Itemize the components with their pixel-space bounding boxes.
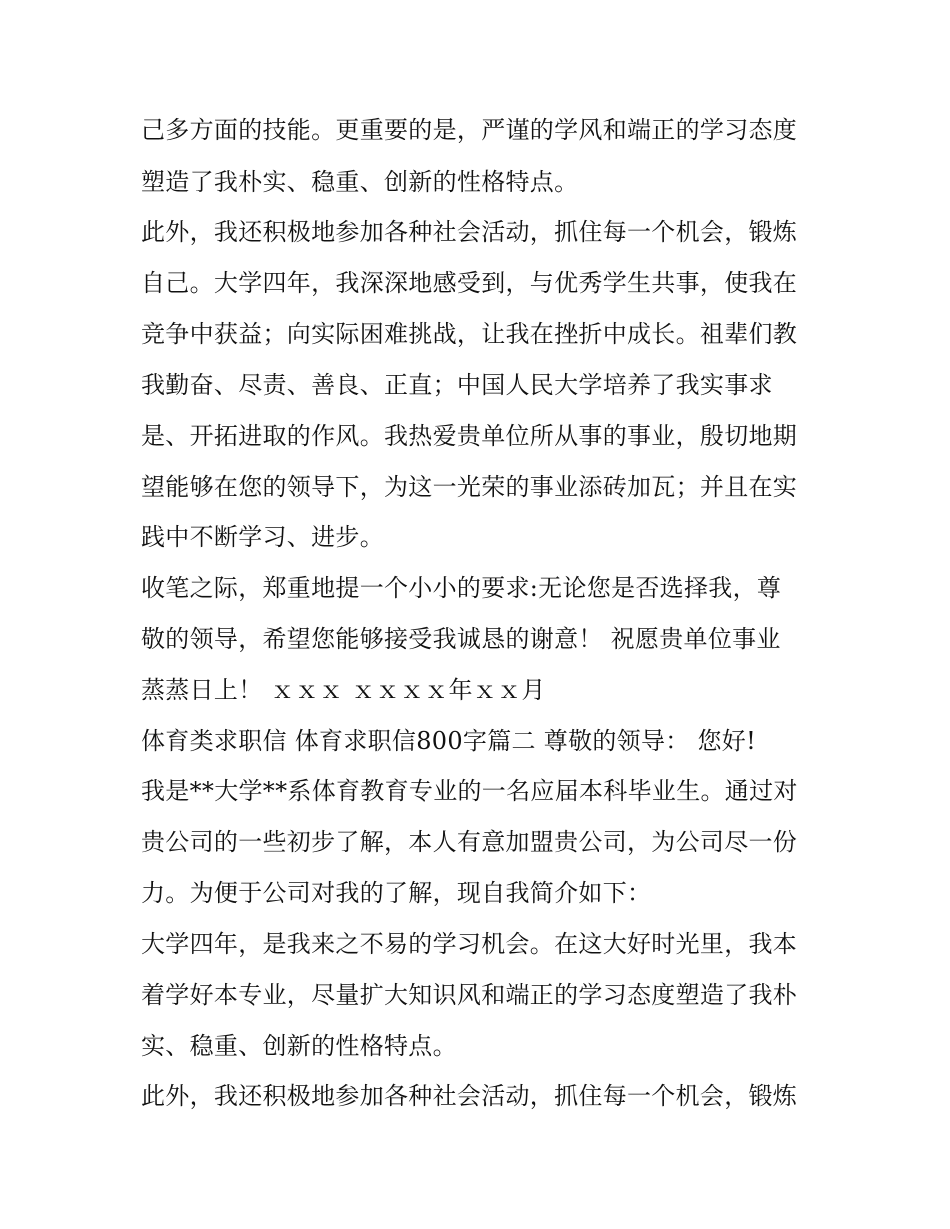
text-line: 大学四年，是我来之不易的学习机会。在这大好时光里，我本 (141, 930, 798, 958)
text-line: 是、开拓进取的作风。我热爱贵单位所从事的事业，殷切地期 (141, 422, 798, 450)
text-line: 着学好本专业，尽量扩大知识风和端正的学习态度塑造了我朴 (141, 981, 798, 1009)
text-line: 力。为便于公司对我的了解，现自我简介如下： (141, 879, 652, 907)
text-line: 此外，我还积极地参加各种社会活动，抓住每一个机会，锻炼 (141, 1082, 798, 1110)
text-line: 我勤奋、尽责、善良、正直；中国人民大学培养了我实事求 (141, 371, 773, 399)
text-line: 己多方面的技能。更重要的是，严谨的学风和端正的学习态度 (141, 116, 798, 144)
text-line: 望能够在您的领导下，为这一光荣的事业添砖加瓦；并且在实 (141, 473, 798, 501)
text-line: 塑造了我朴实、稳重、创新的性格特点。 (141, 168, 579, 196)
text-line: 自己。大学四年，我深深地感受到，与优秀学生共事，使我在 (141, 269, 798, 297)
text-line: 蒸蒸日上！ ｘｘｘ ｘｘｘｘ年ｘｘ月 (141, 676, 546, 704)
text-line: 竞争中获益；向实际困难挑战，让我在挫折中成长。祖辈们教 (141, 320, 798, 348)
text-line: 践中不断学习、进步。 (141, 523, 384, 551)
text-line: 实、稳重、创新的性格特点。 (141, 1032, 457, 1060)
text-line: 我是**大学**系体育教育专业的一名应届本科毕业生。通过对 (141, 777, 798, 805)
text-line: 贵公司的一些初步了解，本人有意加盟贵公司，为公司尽一份 (141, 828, 798, 856)
text-line: 体育类求职信 体育求职信800字篇二 尊敬的领导： 您好! (141, 727, 757, 755)
text-line: 收笔之际，郑重地提一个小小的要求:无论您是否选择我，尊 (141, 574, 782, 602)
text-line: 敬的领导，希望您能够接受我诚恳的谢意！ 祝愿贵单位事业 (141, 625, 781, 653)
text-line: 此外，我还积极地参加各种社会活动，抓住每一个机会，锻炼 (141, 218, 798, 246)
